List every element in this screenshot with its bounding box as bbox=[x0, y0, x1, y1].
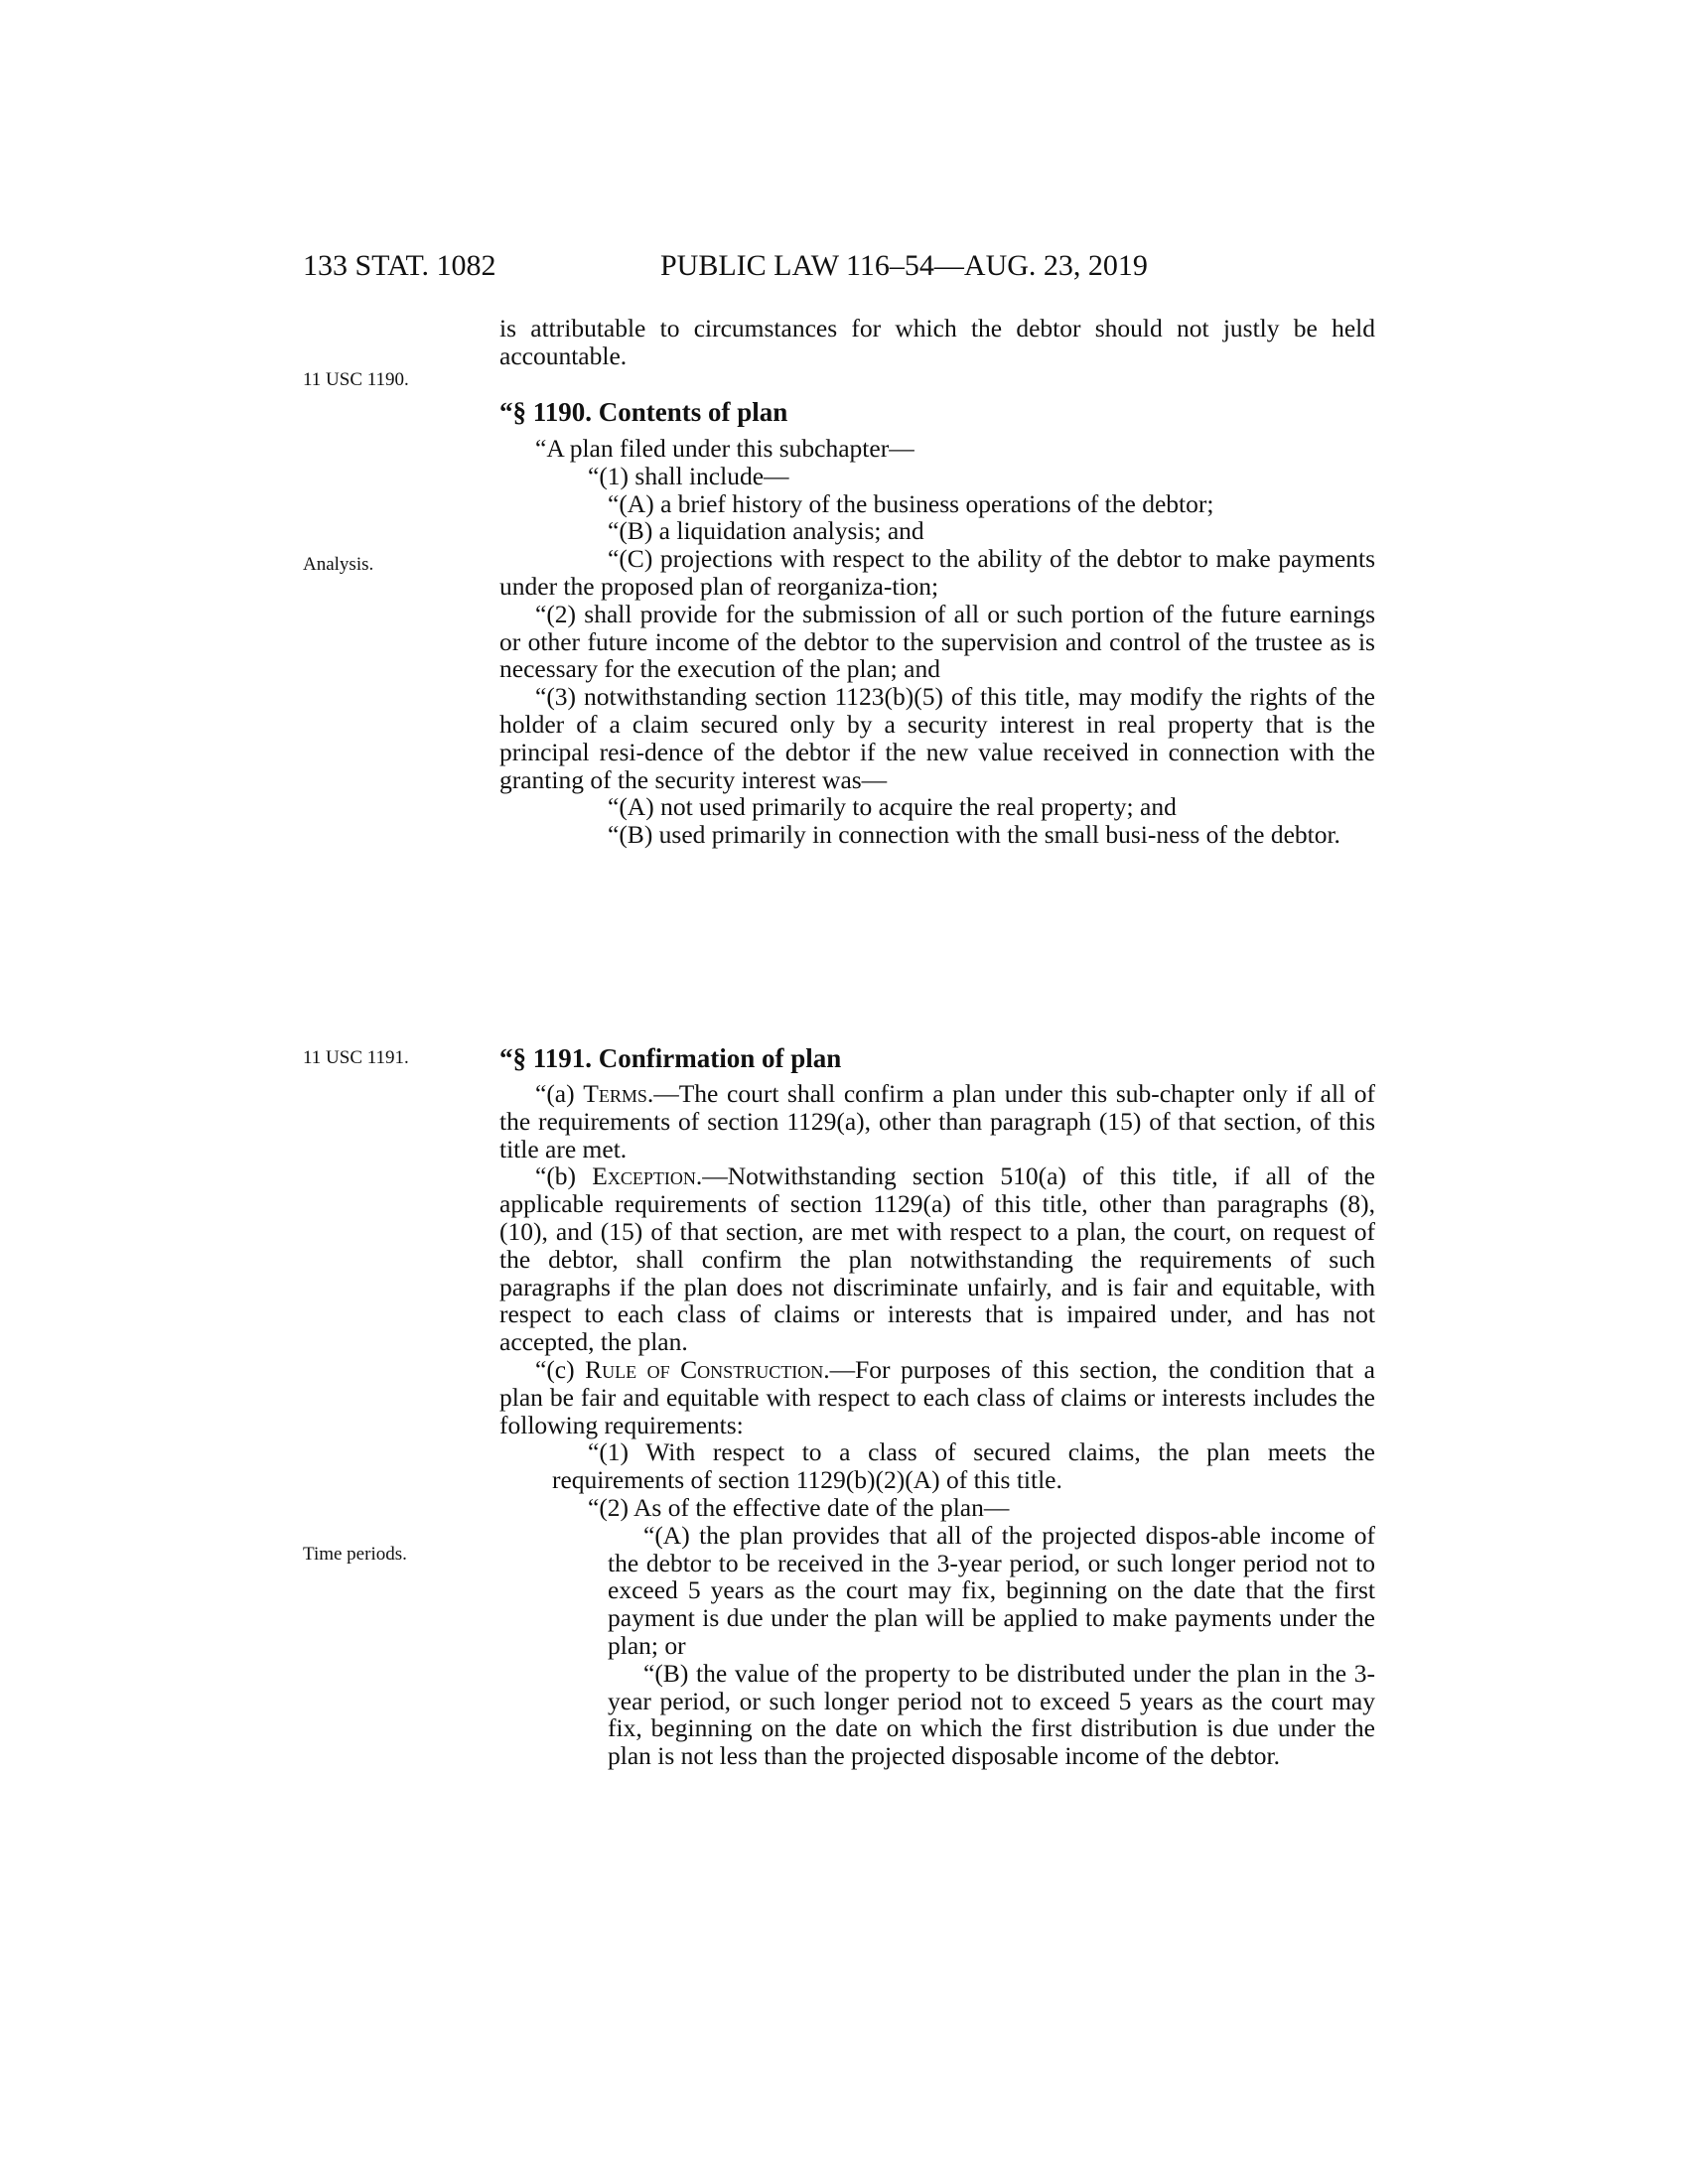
page-header bbox=[303, 246, 1375, 286]
section-1190-body bbox=[499, 435, 1375, 849]
s1191-a-open: “(a) bbox=[535, 1079, 584, 1108]
s1190-p3: “(3) notwithstanding section 1123(b)(5) of this title, may modify the rights of the holder of a claim secured only by a security interest in real property that is the principal resi-dence of the debtor if the new value received in connection with the granting of the security interest was— bbox=[499, 682, 1375, 794]
s1191-c1: “(1) With respect to a class of secured claims, the plan meets the requirements of section 1129(b)(2)(A) of this title. bbox=[552, 1437, 1375, 1495]
s1190-p1b: “(B) a liquidation analysis; and bbox=[608, 516, 924, 546]
s1191-c-open: “(c) bbox=[535, 1354, 586, 1384]
s1190-p3a: “(A) not used primarily to acquire the real property; and bbox=[608, 792, 1177, 822]
s1190-p1a: “(A) a brief history of the business operations of the debtor; bbox=[608, 488, 1214, 518]
s1191-c-text: .—For purposes of this section, the condition that a plan be fair and equitable with respect to each class of claims or interests includes the following requirements: bbox=[499, 1354, 1375, 1439]
s1191-b-open: “(b) bbox=[535, 1161, 593, 1191]
s1191-a-text: .—The court shall confirm a plan under this sub-chapter only if all of the requirements of section 1129(a), other than paragraph (15) of that section, of this title are met. bbox=[499, 1079, 1375, 1163]
section-1190-heading: “§ 1190. Contents of plan bbox=[499, 397, 788, 427]
section-1191-body bbox=[499, 1080, 1375, 1770]
running-head: PUBLIC LAW 116–54—AUG. 23, 2019 bbox=[660, 249, 1148, 282]
section-1191-heading: “§ 1191. Confirmation of plan bbox=[499, 1043, 842, 1073]
intro-paragraph bbox=[499, 315, 1375, 370]
s1190-lead: “A plan filed under this subchapter— bbox=[535, 434, 914, 463]
s1190-p1c: “(C) projections with respect to the ability of the debtor to make payments under the proposed plan of reorganiza-tion; bbox=[499, 544, 1375, 601]
s1191-c-label: Rule of Construction bbox=[585, 1354, 824, 1384]
s1191-a-label: Terms bbox=[583, 1079, 647, 1108]
margin-note-usc-1191: 11 USC 1191. bbox=[303, 1047, 409, 1068]
s1191-c2a: “(A) the plan provides that all of the projected dispos-able income of the debtor to be received in the 3-year period, or such longer period not to exceed 5 years as the court may fix, beginning on the date that the first payment is due under the plan will be applied to make payments under the plan; or bbox=[608, 1520, 1375, 1660]
s1191-c2b: “(B) the value of the property to be distributed under the plan in the 3-year period, or such longer period not to exceed 5 years as the court may fix, beginning on the date on which the first distribution is due under the plan is not less than the projected disposable income of the debtor. bbox=[608, 1658, 1375, 1771]
s1190-p2: “(2) shall provide for the submission of all or such portion of the future earnings or other future income of the debtor to the supervision and control of the trustee as is necessary for the execution of the plan; and bbox=[499, 599, 1375, 684]
s1191-b-label: Exception bbox=[592, 1161, 696, 1191]
s1191-b bbox=[499, 1162, 1375, 1356]
margin-note-time-periods: Time periods. bbox=[303, 1544, 407, 1565]
s1190-p3b: “(B) used primarily in connection with the small busi-ness of the debtor. bbox=[608, 820, 1340, 850]
margin-note-usc-1190: 11 USC 1190. bbox=[303, 369, 409, 390]
s1191-c bbox=[499, 1356, 1375, 1438]
stat-page-number: 133 STAT. 1082 bbox=[303, 249, 496, 282]
s1191-c2: “(2) As of the effective date of the plan— bbox=[588, 1492, 1010, 1522]
intro-text: is attributable to circumstances for which the debtor should not justly be held accountable. bbox=[499, 314, 1375, 370]
s1191-a bbox=[499, 1080, 1375, 1162]
margin-note-analysis: Analysis. bbox=[303, 554, 374, 575]
s1191-b-text: .—Notwithstanding section 510(a) of this title, if all of the applicable requirements of section 1129(a) of this title, other than paragraphs (8), (10), and (15) of that section, are met with respect to a plan, the court, on request of the debtor, shall confirm the plan notwithstanding the requirements of such paragraphs if the plan does not discriminate unfairly, and is fair and equitable, with respect to each class of claims or interests that is impaired under, and has not accepted, the plan. bbox=[499, 1161, 1375, 1357]
s1190-p1: “(1) shall include— bbox=[588, 461, 789, 490]
